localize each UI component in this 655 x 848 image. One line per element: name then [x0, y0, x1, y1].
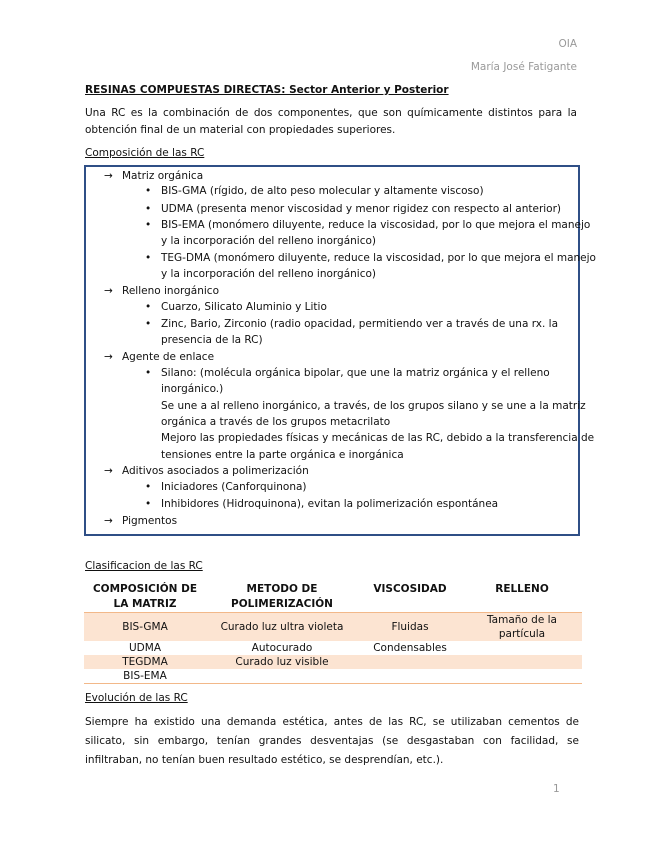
list-item-cont: y la incorporación del relleno inorgánico) — [161, 235, 377, 247]
table-cell: Condensables — [373, 642, 447, 654]
arrow-icon: → — [104, 170, 113, 182]
table-cell — [358, 655, 462, 669]
table-row — [84, 641, 582, 655]
arrow-icon: → — [104, 285, 113, 297]
table-cell: Autocurado — [251, 642, 313, 654]
composicion-item-pigmentos: → Pigmentos — [104, 515, 178, 527]
list-item: Cuarzo, Silicato Aluminio y Litio — [161, 301, 327, 313]
list-paragraph: Se une a al relleno inorgánico, a través, de los grupos silano y se une a la matriz — [161, 400, 586, 412]
list-item: TEG-DMA (monómero diluyente, reduce la viscosidad, por lo que mejora el manejo — [161, 252, 596, 264]
list-item-cont: inorgánico.) — [161, 383, 224, 395]
column-header: METODO DE POLIMERIZACIÓN — [206, 580, 358, 613]
composicion-heading: Composición de las RC — [85, 147, 205, 159]
header-author: María José Fatigante — [470, 61, 577, 73]
table-cell — [462, 669, 582, 684]
intro-paragraph: Una RC es la combinación de dos componentes, que son químicamente distintos para la obtención final de un material con propiedades superiores. — [85, 107, 577, 136]
bullet-icon: • — [145, 367, 152, 379]
list-item: BIS-GMA (rígido, de alto peso molecular y altamente viscoso) — [161, 185, 484, 197]
bullet-icon: • — [145, 252, 152, 264]
table-row — [84, 613, 582, 642]
header-code: OIA — [558, 38, 577, 50]
table-cell: BIS-EMA — [84, 669, 206, 684]
list-paragraph-cont: tensiones entre la parte orgánica e inorgánica — [161, 449, 404, 461]
list-paragraph-cont: orgánica a través de los grupos metacrilato — [161, 416, 391, 428]
table-cell — [206, 669, 358, 684]
table-cell — [462, 655, 582, 669]
composicion-item-relleno: → Relleno inorgánico — [104, 285, 219, 297]
composicion-item-matriz: → Matriz orgánica — [104, 170, 204, 182]
column-header: RELLENO — [462, 580, 582, 613]
table-cell: Curado luz ultra violeta — [206, 613, 358, 642]
table-cell — [358, 669, 462, 684]
column-header: VISCOSIDAD — [358, 580, 462, 613]
bullet-icon: • — [145, 301, 152, 313]
evolucion-paragraph: Siempre ha existido una demanda estética, antes de las RC, se utilizaban cementos de silicato, sin embargo, tenían grandes desventajas (se desgastaban con facilidad, se infiltraban, no tenían buen resultado estético, se desprendían, etc.). — [85, 716, 579, 766]
arrow-icon: → — [104, 515, 113, 527]
list-item-cont: y la incorporación del relleno inorgánico) — [161, 268, 377, 280]
table-cell: TEGDMA — [84, 655, 206, 669]
list-paragraph: Mejoro las propiedades físicas y mecánicas de las RC, debido a la transferencia de — [161, 432, 595, 444]
list-item: Zinc, Bario, Zirconio (radio opacidad, permitiendo ver a través de una rx. la — [161, 318, 559, 330]
bullet-icon: • — [145, 498, 152, 510]
composicion-item-aditivos: → Aditivos asociados a polimerización — [104, 465, 309, 477]
table-cell: Curado luz visible — [206, 655, 358, 669]
page-title: RESINAS COMPUESTAS DIRECTAS: Sector Anterior y Posterior — [85, 84, 449, 96]
table-cell — [462, 641, 582, 655]
bullet-icon: • — [145, 219, 152, 231]
arrow-icon: → — [104, 351, 113, 363]
bullet-icon: • — [145, 318, 152, 330]
table-cell: UDMA — [128, 642, 161, 654]
bullet-icon: • — [145, 203, 152, 215]
table-row — [84, 655, 582, 669]
list-item: Iniciadores (Canforquinona) — [161, 481, 307, 493]
clasificacion-table — [84, 580, 582, 684]
list-item: Inhibidores (Hidroquinona), evitan la polimerización espontánea — [161, 498, 499, 510]
bullet-icon: • — [145, 185, 152, 197]
table-cell: Tamaño de la partícula — [462, 613, 582, 642]
list-item: BIS-EMA (monómero diluyente, reduce la viscosidad, por lo que mejora el manejo — [161, 219, 591, 231]
evolucion-heading: Evolución de las RC — [85, 692, 188, 704]
table-row — [84, 669, 582, 684]
page-number: 1 — [553, 783, 560, 795]
clasificacion-heading: Clasificacion de las RC — [85, 560, 203, 572]
list-item-cont: presencia de la RC) — [161, 334, 263, 346]
arrow-icon: → — [104, 465, 113, 477]
list-item: Silano: (molécula orgánica bipolar, que une la matriz orgánica y el relleno — [161, 367, 550, 379]
table-cell: Fluidas — [358, 613, 462, 642]
list-item: UDMA (presenta menor viscosidad y menor rigidez con respecto al anterior) — [161, 203, 562, 215]
composicion-item-enlace: → Agente de enlace — [104, 351, 215, 363]
table-header-row — [84, 580, 582, 613]
column-header: COMPOSICIÓN DE LA MATRIZ — [84, 580, 206, 613]
bullet-icon: • — [145, 481, 152, 493]
table-cell: BIS-GMA — [84, 613, 206, 642]
